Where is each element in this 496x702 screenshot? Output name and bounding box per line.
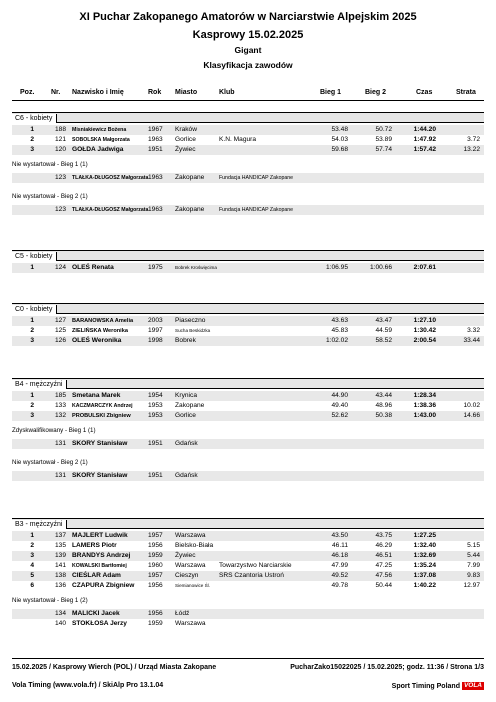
run2-cell: 58.52 bbox=[375, 337, 392, 344]
position-cell: 2 bbox=[30, 327, 34, 334]
result-row bbox=[12, 263, 484, 273]
total-time-cell: 1:40.22 bbox=[413, 582, 436, 589]
name-cell: ZIELIŃSKA Weronika bbox=[72, 328, 128, 334]
year-cell: 1975 bbox=[148, 264, 163, 271]
name-cell: SKORY Stanisław bbox=[72, 440, 128, 447]
result-row bbox=[12, 411, 484, 421]
name-cell: STOKŁOSA Jerzy bbox=[72, 620, 127, 627]
time-behind-cell: 3.72 bbox=[467, 136, 480, 143]
position-cell: 3 bbox=[30, 412, 34, 419]
discipline-label: Gigant bbox=[234, 45, 262, 55]
name-cell: KOWALSKI Bartłomiej bbox=[72, 563, 127, 569]
bib-cell: 137 bbox=[54, 532, 66, 539]
position-cell: 3 bbox=[30, 337, 34, 344]
year-cell: 2003 bbox=[148, 317, 163, 324]
total-time-cell: 1:32.69 bbox=[413, 552, 436, 559]
position-cell: 3 bbox=[30, 146, 34, 153]
name-cell: Misniakiewicz Bożena bbox=[72, 127, 127, 133]
bib-cell: 139 bbox=[54, 552, 66, 559]
category-header bbox=[12, 303, 484, 314]
bib-cell: 132 bbox=[54, 412, 66, 419]
status-group-label: Nie wystartował - Bieg 1 (2) bbox=[12, 597, 88, 604]
city-cell: Łódź bbox=[175, 610, 190, 617]
run2-cell: 57.74 bbox=[375, 146, 392, 153]
bib-cell: 123 bbox=[54, 174, 66, 181]
city-cell: Bobrek bbox=[175, 337, 196, 344]
year-cell: 1956 bbox=[148, 610, 163, 617]
category-label: C0 - kobiety bbox=[12, 305, 57, 314]
vola-logo: VOLA bbox=[463, 682, 482, 689]
footer-page-info: PucharZako15022025 / 15.02.2025; godz. 11:36 / Strona 1/3 bbox=[290, 664, 484, 671]
run2-cell: 43.75 bbox=[375, 532, 392, 539]
col-czas: Czas bbox=[416, 89, 433, 96]
bib-cell: 125 bbox=[54, 327, 66, 334]
time-behind-cell: 10.02 bbox=[463, 402, 480, 409]
run1-cell: 46.18 bbox=[331, 552, 348, 559]
timing-company-label: Sport Timing Poland bbox=[391, 682, 460, 690]
status-group-label: Nie wystartował - Bieg 2 (1) bbox=[12, 193, 88, 200]
col-rok: Rok bbox=[148, 89, 162, 96]
club-cell: Towarzystwo Narciarskie bbox=[219, 562, 292, 569]
bib-cell: 126 bbox=[54, 337, 66, 344]
footer-event-info: 15.02.2025 / Kasprowy Wierch (POL) / Urząd Miasta Zakopane bbox=[12, 664, 217, 671]
status-row bbox=[12, 609, 484, 619]
year-cell: 1998 bbox=[148, 337, 163, 344]
col-klub: Klub bbox=[219, 89, 235, 96]
result-row bbox=[12, 401, 484, 411]
document-subtitle: Kasprowy 15.02.2025 bbox=[192, 29, 304, 41]
city-cell: Piaseczno bbox=[175, 317, 206, 324]
run2-cell: 43.44 bbox=[375, 392, 392, 399]
total-time-cell: 1:30.42 bbox=[413, 327, 436, 334]
category-header bbox=[12, 378, 484, 389]
run1-cell: 49.40 bbox=[331, 402, 348, 409]
category-label: C5 - kobiety bbox=[12, 252, 57, 261]
run1-cell: 43.50 bbox=[331, 532, 348, 539]
city-cell: Sucha Beskidzka bbox=[175, 328, 211, 333]
result-row bbox=[12, 541, 484, 551]
city-cell: Warszawa bbox=[175, 532, 206, 539]
run2-cell: 50.38 bbox=[375, 412, 392, 419]
category-label: B4 - mężczyźni bbox=[12, 380, 67, 389]
city-cell: Gdańsk bbox=[175, 472, 198, 479]
name-cell: KACZMARCZYK Andrzej bbox=[72, 403, 133, 409]
name-cell: MALICKI Jacek bbox=[72, 610, 120, 617]
name-cell: OLEŚ Weronika bbox=[72, 337, 122, 344]
total-time-cell: 1:27.25 bbox=[413, 532, 436, 539]
position-cell: 1 bbox=[30, 532, 34, 539]
total-time-cell: 1:27.10 bbox=[413, 317, 436, 324]
position-cell: 2 bbox=[30, 542, 34, 549]
result-row bbox=[12, 531, 484, 541]
bib-cell: 123 bbox=[54, 206, 66, 213]
year-cell: 1956 bbox=[148, 582, 163, 589]
run1-cell: 43.63 bbox=[331, 317, 348, 324]
total-time-cell: 1:47.92 bbox=[413, 136, 436, 143]
result-row bbox=[12, 135, 484, 145]
category-header bbox=[12, 112, 484, 123]
category-label: C6 - kobiety bbox=[12, 114, 57, 123]
name-cell: BARANOWSKA Amelia bbox=[72, 318, 134, 324]
position-cell: 1 bbox=[30, 317, 34, 324]
run1-cell: 45.83 bbox=[331, 327, 348, 334]
document-title: XI Puchar Zakopanego Amatorów w Narciarstwie Alpejskim 2025 bbox=[79, 11, 417, 23]
position-cell: 5 bbox=[30, 572, 34, 579]
col-strata: Strata bbox=[456, 89, 476, 96]
status-group-label: Nie wystartował - Bieg 1 (1) bbox=[12, 161, 88, 168]
total-time-cell: 1:28.34 bbox=[413, 392, 436, 399]
total-time-cell: 1:35.24 bbox=[413, 562, 436, 569]
total-time-cell: 1:37.08 bbox=[413, 572, 436, 579]
city-cell: Warszawa bbox=[175, 620, 206, 627]
bib-cell: 188 bbox=[54, 126, 66, 133]
time-behind-cell: 14.66 bbox=[463, 412, 480, 419]
name-cell: LAMERS Piotr bbox=[72, 542, 117, 549]
run2-cell: 46.51 bbox=[375, 552, 392, 559]
city-cell: Bielsko-Biała bbox=[175, 542, 214, 549]
bib-cell: 138 bbox=[54, 572, 66, 579]
city-cell: Żywiec bbox=[175, 552, 196, 559]
run1-cell: 54.03 bbox=[331, 136, 348, 143]
header-divider bbox=[12, 100, 484, 101]
club-cell: SRS Czantoria Ustroń bbox=[219, 572, 284, 579]
name-cell: OLEŚ Renata bbox=[72, 264, 114, 271]
col-nr: Nr. bbox=[51, 89, 61, 96]
bib-cell: 124 bbox=[54, 264, 66, 271]
city-cell: Zakopane bbox=[175, 402, 205, 409]
run2-cell: 53.89 bbox=[375, 136, 392, 143]
total-time-cell: 1:32.40 bbox=[413, 542, 436, 549]
run2-cell: 47.25 bbox=[375, 562, 392, 569]
name-cell: BRANDYS Andrzej bbox=[72, 552, 131, 559]
run1-cell: 59.68 bbox=[331, 146, 348, 153]
result-row bbox=[12, 551, 484, 561]
year-cell: 1953 bbox=[148, 402, 163, 409]
city-cell: Zakopane bbox=[175, 206, 205, 213]
bib-cell: 133 bbox=[54, 402, 66, 409]
run1-cell: 49.78 bbox=[331, 582, 348, 589]
time-behind-cell: 5.44 bbox=[467, 552, 480, 559]
category-header bbox=[12, 518, 484, 529]
col-poz: Poz. bbox=[20, 89, 35, 96]
category-header bbox=[12, 250, 484, 261]
run2-cell: 47.56 bbox=[375, 572, 392, 579]
run2-cell: 46.29 bbox=[375, 542, 392, 549]
run2-cell: 43.47 bbox=[375, 317, 392, 324]
year-cell: 1959 bbox=[148, 620, 163, 627]
name-cell: TLAŁKA-DŁUGOSZ Małgorzata bbox=[72, 207, 149, 213]
city-cell: Bobrek Kroświęcima bbox=[175, 265, 217, 270]
year-cell: 1957 bbox=[148, 532, 163, 539]
col-bieg2: Bieg 2 bbox=[365, 89, 387, 96]
run2-cell: 50.72 bbox=[375, 126, 392, 133]
city-cell: Gdańsk bbox=[175, 440, 198, 447]
category-label: B3 - mężczyźni bbox=[12, 520, 67, 529]
total-time-cell: 1:43.00 bbox=[413, 412, 436, 419]
time-behind-cell: 3.32 bbox=[467, 327, 480, 334]
status-row bbox=[12, 205, 484, 215]
name-cell: SKORY Stanisław bbox=[72, 472, 128, 479]
run1-cell: 44.90 bbox=[331, 392, 348, 399]
position-cell: 1 bbox=[30, 392, 34, 399]
year-cell: 1967 bbox=[148, 126, 163, 133]
city-cell: Zakopane bbox=[175, 174, 205, 181]
status-row bbox=[12, 619, 484, 629]
run2-cell: 48.96 bbox=[375, 402, 392, 409]
col-name: Nazwisko i Imię bbox=[72, 89, 124, 96]
col-miasto: Miasto bbox=[175, 89, 198, 96]
run1-cell: 52.62 bbox=[331, 412, 348, 419]
year-cell: 1963 bbox=[148, 136, 163, 143]
position-cell: 1 bbox=[30, 264, 34, 271]
total-time-cell: 1:44.20 bbox=[413, 126, 436, 133]
bib-cell: 121 bbox=[54, 136, 66, 143]
result-row bbox=[12, 336, 484, 346]
run1-cell: 46.11 bbox=[331, 542, 348, 549]
city-cell: Siemianowice Śl. bbox=[175, 583, 210, 588]
position-cell: 4 bbox=[30, 562, 34, 569]
year-cell: 1953 bbox=[148, 412, 163, 419]
result-row bbox=[12, 326, 484, 336]
position-cell: 6 bbox=[30, 582, 34, 589]
year-cell: 1997 bbox=[148, 327, 163, 334]
status-row bbox=[12, 439, 484, 449]
name-cell: TLAŁKA-DŁUGOSZ Małgorzata bbox=[72, 175, 149, 181]
bib-cell: 127 bbox=[54, 317, 66, 324]
position-cell: 2 bbox=[30, 402, 34, 409]
total-time-cell: 1:38.36 bbox=[413, 402, 436, 409]
bib-cell: 185 bbox=[54, 392, 66, 399]
result-row bbox=[12, 561, 484, 571]
run1-cell: 1:02.02 bbox=[326, 337, 348, 344]
total-time-cell: 2:00.54 bbox=[413, 337, 436, 344]
club-cell: K.N. Magura bbox=[219, 136, 257, 143]
result-row bbox=[12, 125, 484, 135]
bib-cell: 135 bbox=[54, 542, 66, 549]
run1-cell: 49.52 bbox=[331, 572, 348, 579]
city-cell: Żywiec bbox=[175, 146, 196, 153]
year-cell: 1954 bbox=[148, 392, 163, 399]
total-time-cell: 1:57.42 bbox=[413, 146, 436, 153]
city-cell: Warszawa bbox=[175, 562, 206, 569]
result-row bbox=[12, 316, 484, 326]
classification-label: Klasyfikacja zawodów bbox=[203, 60, 293, 70]
status-row bbox=[12, 173, 484, 183]
club-cell: Fundacja HANDICAP Zakopane bbox=[219, 207, 294, 213]
bib-cell: 120 bbox=[54, 146, 66, 153]
total-time-cell: 2:07.61 bbox=[413, 264, 436, 271]
result-row bbox=[12, 391, 484, 401]
city-cell: Krynica bbox=[175, 392, 197, 399]
position-cell: 1 bbox=[30, 126, 34, 133]
name-cell: SOBOLSKA Małgorzata bbox=[72, 137, 130, 143]
year-cell: 1963 bbox=[148, 174, 163, 181]
name-cell: GOŁDA Jadwiga bbox=[72, 146, 124, 153]
run1-cell: 53.48 bbox=[331, 126, 348, 133]
city-cell: Cieszyn bbox=[175, 572, 199, 579]
run1-cell: 1:06.95 bbox=[326, 264, 348, 271]
result-row bbox=[12, 581, 484, 591]
run2-cell: 1:00.66 bbox=[370, 264, 392, 271]
position-cell: 2 bbox=[30, 136, 34, 143]
status-group-label: Zdyskwalifikowany - Bieg 1 (1) bbox=[12, 427, 96, 434]
run1-cell: 47.99 bbox=[331, 562, 348, 569]
city-cell: Gorlice bbox=[175, 412, 196, 419]
bib-cell: 131 bbox=[54, 472, 66, 479]
status-group-label: Nie wystartował - Bieg 2 (1) bbox=[12, 459, 88, 466]
result-row bbox=[12, 145, 484, 155]
time-behind-cell: 7.99 bbox=[467, 562, 480, 569]
footer-divider bbox=[12, 658, 484, 659]
run2-cell: 44.59 bbox=[375, 327, 392, 334]
status-row bbox=[12, 471, 484, 481]
bib-cell: 134 bbox=[54, 610, 66, 617]
time-behind-cell: 12.97 bbox=[463, 582, 480, 589]
year-cell: 1951 bbox=[148, 146, 163, 153]
result-row bbox=[12, 571, 484, 581]
city-cell: Gorlice bbox=[175, 136, 196, 143]
time-behind-cell: 9.83 bbox=[467, 572, 480, 579]
year-cell: 1960 bbox=[148, 562, 163, 569]
year-cell: 1959 bbox=[148, 552, 163, 559]
time-behind-cell: 33.44 bbox=[463, 337, 480, 344]
year-cell: 1957 bbox=[148, 572, 163, 579]
run2-cell: 50.44 bbox=[375, 582, 392, 589]
year-cell: 1951 bbox=[148, 472, 163, 479]
name-cell: Smetana Marek bbox=[72, 392, 121, 399]
time-behind-cell: 5.15 bbox=[467, 542, 480, 549]
name-cell: CIEŚLAR Adam bbox=[72, 572, 121, 579]
year-cell: 1956 bbox=[148, 542, 163, 549]
bib-cell: 131 bbox=[54, 440, 66, 447]
footer-software: Vola Timing (www.vola.fr) / SkiAlp Pro 13.1.04 bbox=[12, 682, 164, 689]
club-cell: Fundacja HANDICAP Zakopane bbox=[219, 175, 294, 181]
year-cell: 1951 bbox=[148, 440, 163, 447]
name-cell: PROBULSKI Zbigniew bbox=[72, 413, 131, 419]
bib-cell: 140 bbox=[54, 620, 66, 627]
time-behind-cell: 13.22 bbox=[463, 146, 480, 153]
bib-cell: 136 bbox=[54, 582, 66, 589]
city-cell: Kraków bbox=[175, 126, 197, 133]
name-cell: CZAPURA Zbigniew bbox=[72, 582, 135, 589]
col-bieg1: Bieg 1 bbox=[320, 89, 342, 96]
position-cell: 3 bbox=[30, 552, 34, 559]
bib-cell: 141 bbox=[54, 562, 66, 569]
year-cell: 1963 bbox=[148, 206, 163, 213]
name-cell: MAJLERT Ludwik bbox=[72, 532, 128, 539]
footer-timing-company bbox=[392, 682, 484, 690]
